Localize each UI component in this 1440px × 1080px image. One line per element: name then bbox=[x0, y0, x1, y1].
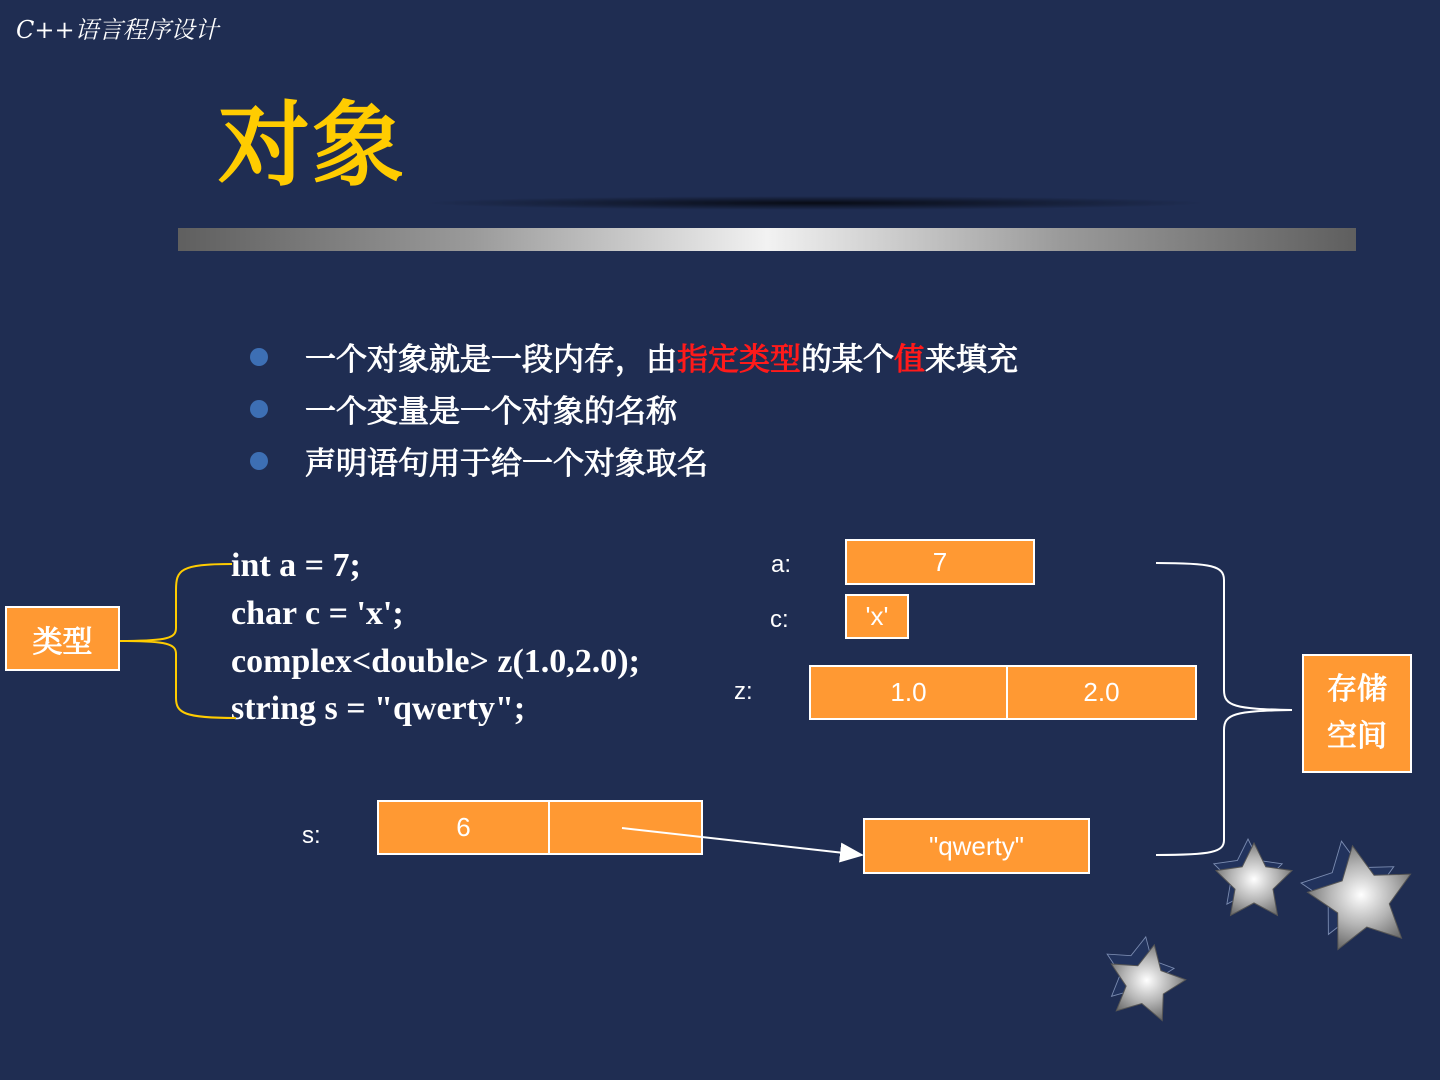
course-title: C++语言程序设计 bbox=[16, 16, 219, 44]
label-c: c: bbox=[770, 606, 789, 633]
label-a: a: bbox=[771, 551, 792, 578]
star-icon bbox=[1214, 839, 1292, 915]
highlight-value: 值 bbox=[894, 342, 925, 378]
pointer-arrow bbox=[622, 828, 862, 855]
storage-brace bbox=[1156, 563, 1292, 855]
type-brace bbox=[120, 564, 236, 718]
memory-cell-z-imag: 2.0 bbox=[1006, 665, 1197, 720]
star-icon bbox=[1096, 930, 1193, 1024]
memory-cell-z-real: 1.0 bbox=[809, 665, 1008, 720]
code-line-4: string s = "qwerty"; bbox=[231, 690, 526, 727]
memory-cell-qwerty: "qwerty" bbox=[863, 818, 1090, 874]
bullet-text-2: 一个变量是一个对象的名称 bbox=[305, 394, 677, 430]
storage-tag: 存储 空间 bbox=[1302, 654, 1412, 773]
code-line-1: int a = 7; bbox=[231, 547, 361, 584]
star-icon bbox=[1295, 830, 1421, 953]
slide-title: 对象 bbox=[218, 92, 407, 199]
memory-cell-a: 7 bbox=[845, 539, 1035, 585]
type-tag: 类型 bbox=[5, 606, 120, 671]
bullet-text-3: 声明语句用于给一个对象取名 bbox=[305, 446, 708, 482]
code-line-3: complex<double> z(1.0,2.0); bbox=[231, 643, 640, 680]
memory-cell-s-size: 6 bbox=[377, 800, 550, 855]
memory-cell-c: 'x' bbox=[845, 594, 909, 639]
label-s: s: bbox=[302, 822, 321, 849]
label-z: z: bbox=[734, 678, 753, 705]
code-line-2: char c = 'x'; bbox=[231, 595, 404, 632]
highlight-type: 指定类型 bbox=[677, 342, 801, 378]
bullet-text-1: 一个对象就是一段内存，由指定类型的某个值来填充 bbox=[305, 342, 1018, 378]
